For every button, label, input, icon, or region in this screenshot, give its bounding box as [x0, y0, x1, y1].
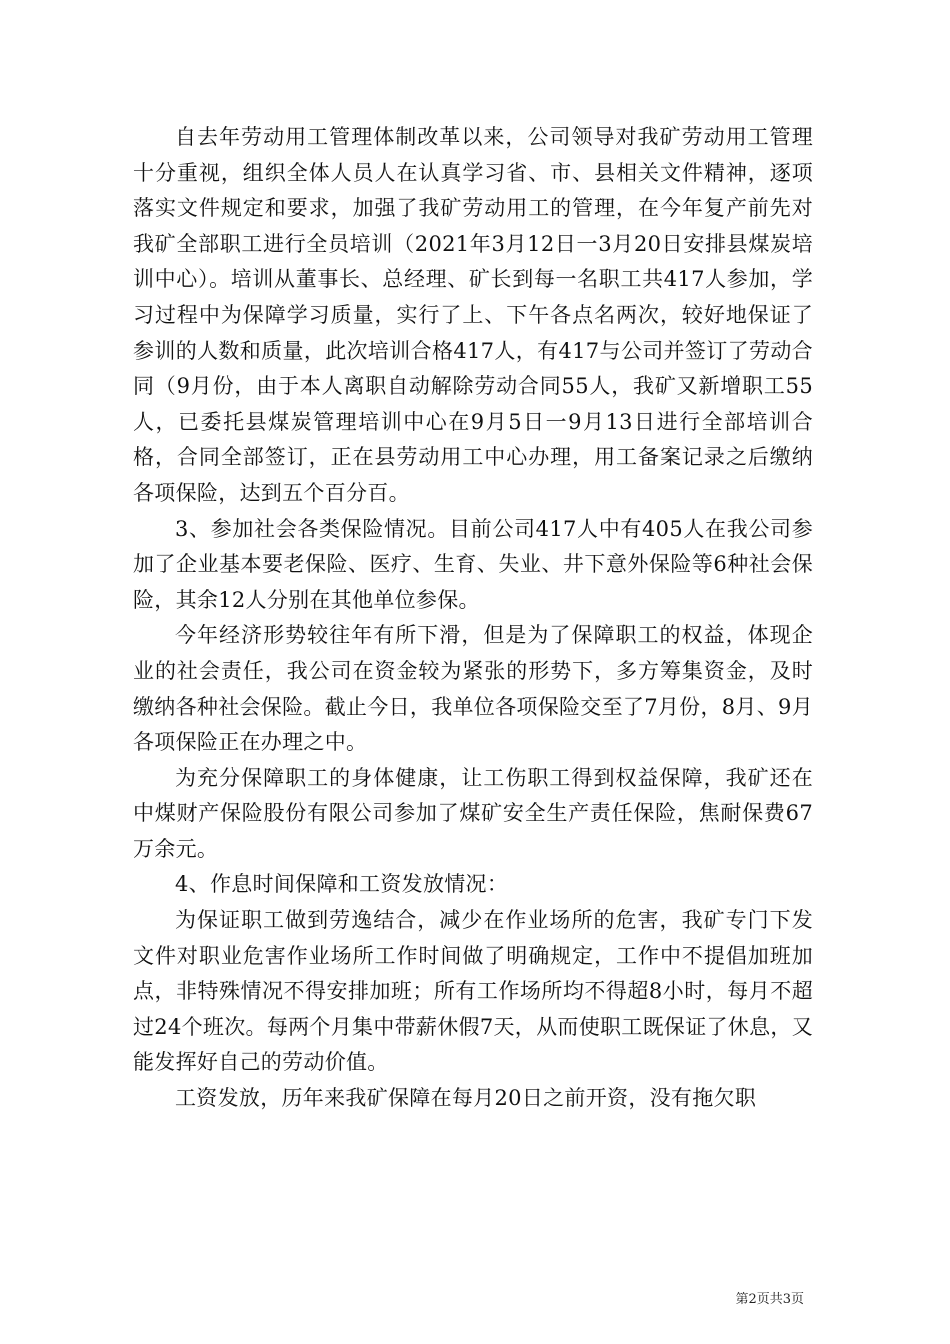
page-number: 第2页共3页: [735, 1292, 804, 1307]
paragraph-wages: 工资发放，历年来我矿保障在每月20日之前开资，没有拖欠职: [175, 1086, 757, 1111]
paragraph-safety-insurance: 为充分保障职工的身体健康，让工伤职工得到权益保障，我矿还在中煤财产保险股份有限公司参加了煤矿安全生产责任保险，焦耐保费67万余元。: [133, 765, 813, 861]
section-heading-work-hours: 4、作息时间保障和工资发放情况：: [175, 872, 509, 897]
paragraph-economic-situation: 今年经济形势较往年有所下滑，但是为了保障职工的权益，体现企业的社会责任，我公司在资金较为紧张的形势下，多方筹集资金，及时缴纳各种社会保险。截止今日，我单位各项保险交至了7月份，8月、9月各项保险正在办理之中。: [133, 623, 813, 755]
paragraph-work-hours: 为保证职工做到劳逸结合，减少在作业场所的危害，我矿专门下发文件对职业危害作业场所工作时间做了明确规定，工作中不提倡加班加点，非特殊情况不得安排加班；所有工作场所均不得超8小时，每月不超过24个班次。每两个月集中带薪休假7天，从而使职工既保证了休息，又能发挥好自己的劳动价值。: [133, 908, 813, 1075]
document-body: [133, 120, 813, 1117]
paragraph-labor-management: 自去年劳动用工管理体制改革以来，公司领导对我矿劳动用工管理十分重视，组织全体人员人在认真学习省、市、县相关文件精神，逐项落实文件规定和要求，加强了我矿劳动用工的管理，在今年复产前先对我矿全部职工进行全员培训（2021年3月12日一3月20日安排县煤炭培训中心）。培训从董事长、总经理、矿长到每一名职工共417人参加，学习过程中为保障学习质量，实行了上、下午各点名两次，较好地保证了参训的人数和质量，此次培训合格417人，有417与公司并签订了劳动合同（9月份，由于本人离职自动解除劳动合同55人，我矿又新增职工55人，已委托县煤炭管理培训中心在9月5日一9月13日进行全部培训合格，合同全部签订，正在县劳动用工中心办理，用工备案记录之后缴纳各项保险，达到五个百分百。: [133, 125, 813, 505]
paragraph-social-insurance: 3、参加社会各类保险情况。目前公司417人中有405人在我公司参加了企业基本要老保险、医疗、生育、失业、井下意外保险等6种社会保险，其余12人分别在其他单位参保。: [133, 516, 813, 612]
